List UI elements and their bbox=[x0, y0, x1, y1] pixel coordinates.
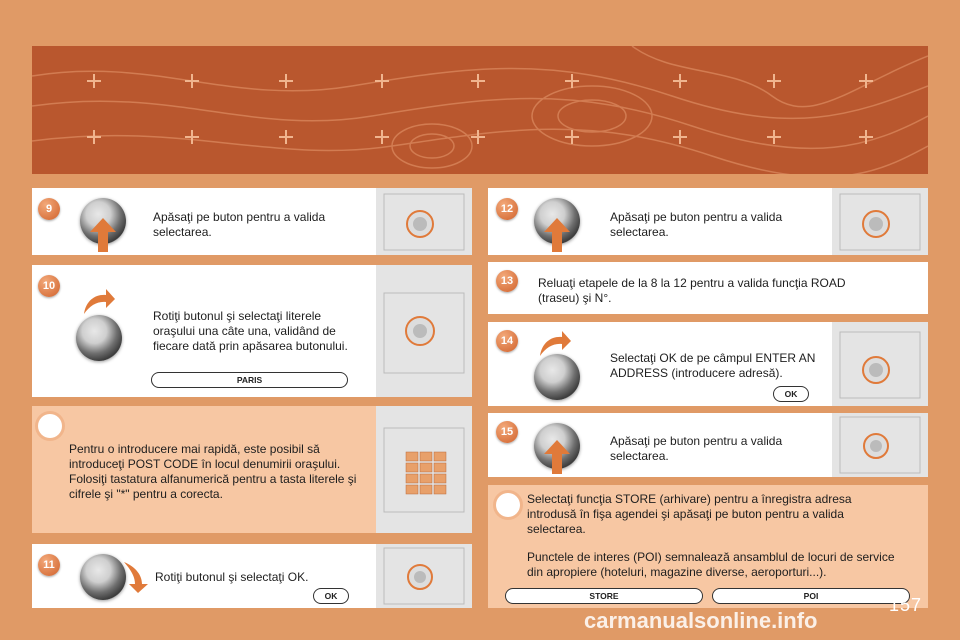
step-10-text: Rotiţi butonul şi selectaţi literele oraşului una câte una, validând de fiecare dată prin apăsarea butonului. bbox=[153, 309, 348, 353]
ok-label: OK bbox=[313, 588, 349, 604]
radio-panel bbox=[376, 544, 472, 608]
step-13-text: Reluaţi etapele de la 8 la 12 pentru a valida funcţia ROAD (traseu) şi N°. bbox=[538, 276, 846, 305]
rotate-arrow-icon bbox=[120, 560, 150, 594]
watermark: carmanualsonline.info bbox=[584, 608, 818, 633]
step-15-number: 15 bbox=[496, 421, 518, 443]
radio-panel bbox=[832, 413, 928, 477]
step-14-text: Selectaţi OK de pe câmpul ENTER AN ADDRESS (introducere adresă). bbox=[610, 351, 816, 380]
radio-panel bbox=[376, 265, 472, 397]
push-arrow-icon bbox=[542, 218, 572, 252]
step-14-number: 14 bbox=[496, 330, 518, 352]
keypad-panel bbox=[376, 406, 472, 533]
step-11-number: 11 bbox=[38, 554, 60, 576]
step-12-number: 12 bbox=[496, 198, 518, 220]
header-banner bbox=[32, 46, 928, 174]
radio-panel bbox=[832, 322, 928, 406]
lightbulb-icon bbox=[496, 493, 520, 517]
topographic-pattern bbox=[32, 46, 928, 174]
step-9-text: Apăsaţi pe buton pentru a valida selectarea. bbox=[153, 210, 326, 239]
poi-label: POI bbox=[712, 588, 910, 604]
radio-panel bbox=[832, 188, 928, 255]
step-10-number: 10 bbox=[38, 275, 60, 297]
control-knob bbox=[534, 354, 580, 400]
step-13-number: 13 bbox=[496, 270, 518, 292]
step-9-number: 9 bbox=[38, 198, 60, 220]
step-15-text: Apăsaţi pe buton pentru a valida selectarea. bbox=[610, 434, 783, 463]
step-12-text: Apăsaţi pe buton pentru a valida selectarea. bbox=[610, 210, 783, 239]
store-label: STORE bbox=[505, 588, 703, 604]
tip-poi-text: Punctele de interes (POI) semnalează ansamblul de locuri de service din apropiere (hoteluri, magazine diverse, aeroporturi...). bbox=[527, 550, 895, 579]
page-number: 157 bbox=[888, 595, 922, 615]
radio-panel bbox=[376, 188, 472, 255]
step-11-text: Rotiţi butonul şi selectaţi OK. bbox=[155, 570, 309, 584]
rotate-arrow-icon bbox=[82, 288, 116, 316]
control-knob bbox=[76, 315, 122, 361]
tip-store-text: Selectaţi funcţia STORE (arhivare) pentru a înregistra adresa introdusă în fişa agendei şi apăsaţi pe buton pentru a valida selectarea. bbox=[527, 492, 852, 536]
tip-postcode-text: Pentru o introducere mai rapidă, este posibil să introduceţi POST CODE în locul denumirii oraşului. Folosiţi tastatura alfanumerică pentru a tasta literele şi cifrele şi "*" pentru a corecta. bbox=[69, 442, 357, 501]
paris-label: PARIS bbox=[151, 372, 348, 388]
push-arrow-icon bbox=[542, 440, 572, 474]
push-arrow-icon bbox=[88, 218, 118, 252]
lightbulb-icon bbox=[38, 414, 62, 438]
ok-label: OK bbox=[773, 386, 809, 402]
